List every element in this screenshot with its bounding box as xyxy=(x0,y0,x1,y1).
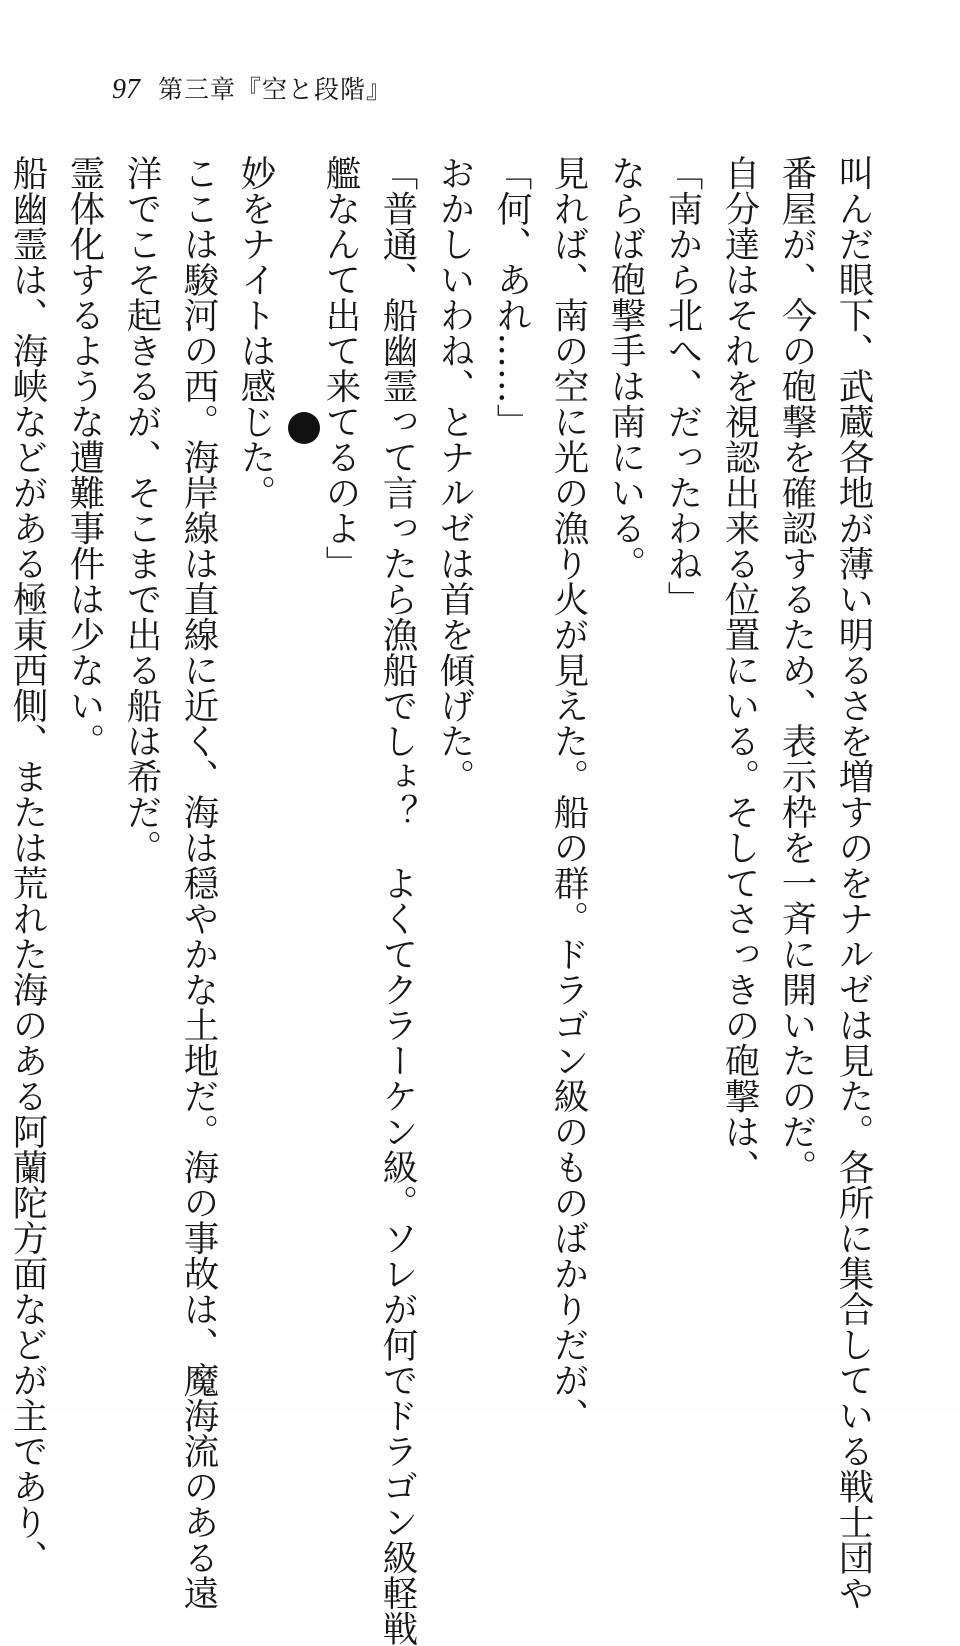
chapter-title: 第三章『空と段階』 xyxy=(158,75,393,104)
page-number: 97 xyxy=(112,74,140,105)
paragraph-line: ここは駿河の西。海岸線は直線に近く、海は穏やかな土地だ。海の事故は、魔海流のある遠 xyxy=(178,155,219,1611)
paragraph-line: 洋でこそ起きるが、そこまで出る船は希だ。 xyxy=(121,155,162,865)
paragraph-line: 霊体化するような遭難事件は少ない。 xyxy=(64,155,105,759)
scene-break-gap xyxy=(284,155,312,1335)
scene-break-dot-icon xyxy=(288,412,320,444)
vertical-body-text xyxy=(0,155,882,1646)
paragraph-line: 艦なんて出て来てるのよ」 xyxy=(320,155,361,581)
paragraph-line: 叫んだ眼下、武蔵各地が薄い明るさを増すのをナルゼは見た。各所に集合している戦士団や xyxy=(833,155,874,1611)
paragraph-line: 自分達はそれを視認出来る位置にいる。そしてさっきの砲撃は、 xyxy=(719,155,760,1185)
paragraph-line: ならば砲撃手は南にいる。 xyxy=(605,155,646,581)
paragraph-line: おかしいわね、とナルゼは首を傾げた。 xyxy=(434,155,475,794)
paragraph-line: 妙をナイトは感じた。 xyxy=(235,155,276,510)
running-header xyxy=(112,70,392,110)
paragraph-line: 船幽霊は、海峡などがある極東西側、または荒れた海のある阿蘭陀方面などが主であり、 xyxy=(7,155,48,1575)
paragraph-line: 「何、あれ……」 xyxy=(491,155,532,439)
paragraph-line: 見れば、南の空に光の漁り火が見えた。船の群。ドラゴン級のものばかりだが、 xyxy=(548,155,589,1433)
paragraph-line: 「普通、船幽霊って言ったら漁船でしょ？ よくてクラーケン級。ソレが何でドラゴン級軽戦 xyxy=(377,155,418,1646)
paragraph-line: 番屋が、今の砲撃を確認するため、表示枠を一斉に開いたのだ。 xyxy=(776,155,817,1185)
paragraph-line: 「南から北へ、だったわね」 xyxy=(662,155,703,617)
